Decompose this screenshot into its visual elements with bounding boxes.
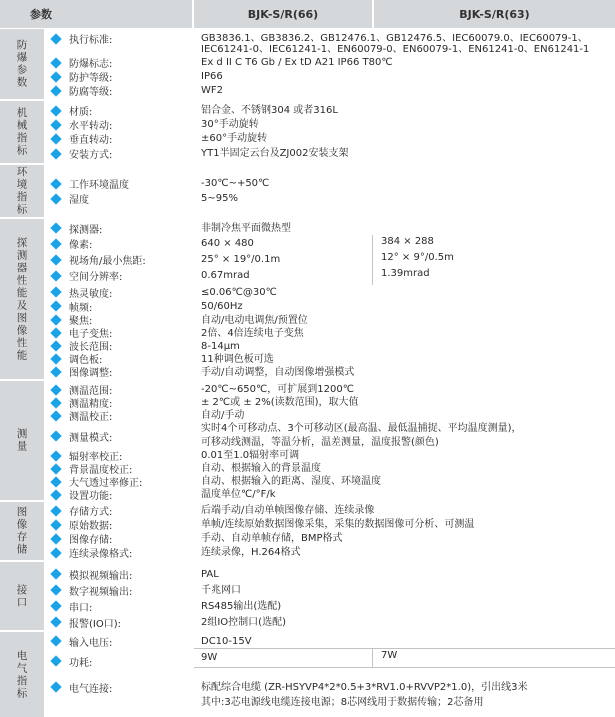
spec-value-b: 12° × 9°/0.5m [381, 252, 454, 263]
spec-row-voltage [44, 634, 615, 648]
spec-label: 调色板: [69, 355, 103, 366]
spec-value-a: 0.67mrad [201, 270, 250, 281]
bullet-icon [50, 410, 61, 421]
bullet-icon [50, 254, 61, 265]
spec-value: 可移动线测温，等温分析，温差测量，温度报警(颜色) [201, 437, 439, 448]
spec-value: DC10-15V [201, 636, 252, 647]
spec-value: 实时4个可移动点、3个可移动区(最高温、最低温捕捉、平均温度测量)， [201, 423, 522, 434]
spec-value-a: 9W [201, 652, 218, 663]
spec-value: YT1半固定云台及ZJ002安装支架 [201, 148, 349, 159]
bullet-icon [50, 148, 61, 159]
bullet-icon [50, 505, 61, 516]
spec-value: 5~95% [201, 193, 238, 204]
bullet-icon [50, 450, 61, 461]
spec-row-temp [44, 176, 615, 191]
bullet-icon [50, 584, 61, 595]
spec-value: 50/60Hz [201, 301, 243, 312]
spec-value: 连续录像，H.264格式 [201, 547, 301, 558]
spec-row-humidity [44, 191, 615, 206]
bullet-icon [50, 71, 61, 82]
spec-value: 其中:3芯电源线电缆连接电源；8芯网线用于数据传输；2芯备用 [201, 697, 484, 708]
spec-row-image [44, 532, 615, 545]
spec-label: 测温精度: [69, 399, 113, 410]
section-detector [0, 219, 615, 379]
spec-value: ±60°手动旋转 [201, 133, 268, 144]
spec-label: 垂直转动: [69, 135, 113, 146]
bullet-icon [50, 314, 61, 325]
row-divider [194, 648, 615, 649]
spec-row-pixel [44, 236, 615, 251]
bullet-icon [50, 119, 61, 130]
spec-label: 热灵敏度: [69, 288, 113, 300]
bullet-icon [50, 270, 61, 281]
bullet-icon [50, 85, 61, 96]
bullet-icon [50, 533, 61, 544]
spec-label: 大气透过率修正: [69, 478, 143, 489]
section-title: 电气指标 [0, 632, 44, 717]
spec-label: 聚焦: [69, 316, 93, 327]
section-explosion [0, 29, 615, 99]
spec-row-protection [44, 69, 615, 84]
spec-label: 功耗: [69, 657, 93, 669]
spec-value: 自动/手动 [201, 410, 245, 421]
bullet-icon [50, 384, 61, 395]
spec-label: 材质: [69, 107, 93, 118]
bullet-icon [50, 178, 61, 189]
spec-value: PAL [201, 569, 219, 580]
spec-value: 手动/自动调整，自动图像增强模式 [201, 367, 355, 378]
spec-label: 电子变焦: [69, 329, 113, 340]
section-title: 环境指标 [0, 165, 44, 217]
bullet-icon [50, 327, 61, 338]
spec-value: -30℃~+50℃ [201, 178, 270, 189]
spec-row-connection [44, 680, 615, 694]
spec-value: 标配综合电缆 (ZR-HSYVP4*2*0.5+3*RV1.0+RVVP2*1.0)，引出线3米 [201, 682, 528, 693]
bullet-icon [50, 286, 61, 297]
spec-label: 测量模式: [69, 432, 113, 444]
spec-value: 0.01至1.0辐射率可调 [201, 450, 300, 461]
bullet-icon [50, 600, 61, 611]
bullet-icon [50, 681, 61, 692]
spec-value-a: 25° × 19°/0.1m [201, 254, 281, 265]
spec-value: ± 2℃或 ± 2%(读数范围)，取大值 [201, 397, 359, 408]
bullet-icon [50, 476, 61, 487]
spec-label: 原始数据: [69, 521, 113, 532]
bullet-icon [50, 222, 61, 233]
bullet-icon [50, 463, 61, 474]
spec-label: 执行标准: [69, 35, 113, 46]
spec-row-video [44, 546, 615, 559]
spec-label: 视场角/最小焦距: [69, 256, 146, 267]
spec-row-digital [44, 583, 615, 597]
spec-value-b: 7W [381, 650, 398, 661]
spec-value-a: 640 × 480 [201, 238, 254, 249]
spec-label: 报警(IO口): [69, 618, 121, 630]
row-divider [194, 667, 615, 668]
spec-label: 模拟视频输出: [69, 570, 133, 582]
bullet-icon [50, 353, 61, 364]
spec-value: 手动、自动单帧存储，BMP格式 [201, 533, 343, 544]
spec-value: 11种调色板可选 [201, 354, 274, 365]
bullet-icon [50, 635, 61, 646]
spec-value: 2倍、4倍连续电子变焦 [201, 328, 304, 339]
section-mechanical [0, 101, 615, 163]
spec-label: 设置功能: [69, 491, 113, 502]
spec-row-sensitivity [44, 285, 615, 299]
spec-row-hrot [44, 117, 615, 132]
spec-value: IP66 [201, 71, 223, 82]
section-title: 测量 [0, 381, 44, 500]
spec-value: 铝合金、不锈钢304 或者316L [201, 105, 338, 116]
bullet-icon [50, 397, 61, 408]
section-electrical [0, 632, 615, 717]
spec-value: GB3836.1、GB3836.2、GB12476.1、GB12476.5、IEC60079.0、IEC60079-1、 [201, 33, 588, 44]
section-title: 防爆参数 [0, 29, 44, 99]
spec-value: 自动、根据输入的距离、湿度、环境温度 [201, 476, 381, 487]
spec-value: 千兆网口 [201, 585, 241, 596]
spec-row-fps [44, 299, 615, 313]
spec-value: -20℃~650℃，可扩展到1200℃ [201, 384, 354, 395]
spec-label: 数字视频输出: [69, 586, 133, 598]
section-storage [0, 502, 615, 560]
spec-label: 防腐等级: [69, 87, 113, 98]
bullet-icon [50, 57, 61, 68]
section-environment [0, 165, 615, 217]
spec-label: 帧频: [69, 302, 93, 314]
spec-label: 空间分辨率: [69, 272, 123, 283]
spec-label: 测温校正: [69, 412, 113, 423]
spec-row-vrot [44, 131, 615, 146]
header-model-b: BJK-S/R(63) [374, 0, 615, 28]
bullet-icon [50, 238, 61, 249]
spec-row-mark [44, 55, 615, 70]
section-title: 图像存储 [0, 502, 44, 560]
spec-row-adjust [44, 365, 615, 378]
spec-label: 图像存储: [69, 535, 113, 546]
spec-label: 湿度 [69, 195, 89, 206]
spec-value: 后端手动/自动单帧图像存储、连续录像 [201, 505, 375, 516]
spec-value: RS485输出(选配) [201, 601, 282, 612]
spec-value: WF2 [201, 85, 224, 96]
spec-row-power [44, 650, 615, 669]
spec-row-material [44, 103, 615, 118]
spec-value: Ex d II C T6 Gb / Ex tD A21 IP66 T80℃ [201, 57, 393, 68]
spec-row-analog [44, 567, 615, 581]
bullet-icon [50, 547, 61, 558]
bullet-icon [50, 340, 61, 351]
bullet-icon [50, 105, 61, 116]
spec-row-serial [44, 599, 615, 613]
spec-label: 测温范围: [69, 386, 113, 397]
header-label: 参数 [0, 0, 192, 28]
spec-value: 8-14μm [201, 341, 240, 352]
spec-row-storage-mode [44, 504, 615, 517]
section-title: 接口 [0, 562, 44, 630]
spec-row-raw [44, 518, 615, 531]
spec-row-mount [44, 146, 615, 161]
bullet-icon [50, 519, 61, 530]
spec-row-connection-cont [44, 695, 615, 709]
spec-label: 安装方式: [69, 150, 113, 161]
spec-label: 像素: [69, 240, 93, 251]
spec-label: 背景温度校正: [69, 465, 133, 476]
header-model-a: BJK-S/R(66) [194, 0, 372, 28]
section-title: 机械指标 [0, 101, 44, 163]
spec-row-detector [44, 221, 615, 235]
spec-value: ≤0.06℃@30℃ [201, 287, 277, 298]
spec-label: 串口: [69, 602, 93, 614]
spec-value: 温度单位℃/°F/k [201, 489, 276, 500]
spec-label: 存储方式: [69, 507, 113, 518]
bullet-icon [50, 300, 61, 311]
spec-label: 连续录像格式: [69, 549, 133, 560]
spec-row-fov [44, 252, 615, 267]
spec-label: 工作环境温度 [69, 180, 129, 191]
spec-value: 2组IO控制口(选配) [201, 617, 286, 628]
spec-value: IEC61241-0、IEC61241-1、EN60079-0、EN60079-1、EN61241-0、EN61241-1 [201, 44, 590, 55]
spec-label: 水平转动: [69, 121, 113, 132]
bullet-icon [50, 616, 61, 627]
spec-value-b: 384 × 288 [381, 236, 434, 247]
spec-row-alarm [44, 615, 615, 629]
bullet-icon [50, 568, 61, 579]
spec-value-b: 1.39mrad [381, 268, 430, 279]
spec-value: 自动、根据输入的背景温度 [201, 463, 321, 474]
spec-value: 30°手动旋转 [201, 119, 259, 130]
bullet-icon [50, 655, 61, 666]
bullet-icon [50, 193, 61, 204]
spec-label: 探测器: [69, 224, 103, 236]
spec-label: 波长范围: [69, 342, 113, 353]
spec-label: 电气连接: [69, 683, 113, 695]
bullet-icon [50, 366, 61, 377]
spec-value: 非制冷焦平面微热型 [201, 223, 291, 234]
section-title: 探测器性能及图像性能 [0, 219, 44, 379]
spec-label: 防爆标志: [69, 59, 113, 70]
spec-row-corrosion [44, 83, 615, 98]
spec-row-settings [44, 488, 615, 501]
bullet-icon [50, 133, 61, 144]
bullet-icon [50, 489, 61, 500]
spec-label: 图像调整: [69, 368, 113, 379]
section-measure [0, 381, 615, 500]
section-interface [0, 562, 615, 630]
spec-value: 自动/电动电调焦/预置位 [201, 315, 308, 326]
spec-label: 防护等级: [69, 73, 113, 84]
spec-label: 辐射率校正: [69, 452, 123, 463]
spec-label: 输入电压: [69, 637, 113, 649]
spec-row-resolution [44, 268, 615, 283]
spec-value: 单帧/连续原始数据图像采集，采集的数据图像可分析、可测温 [201, 519, 475, 530]
